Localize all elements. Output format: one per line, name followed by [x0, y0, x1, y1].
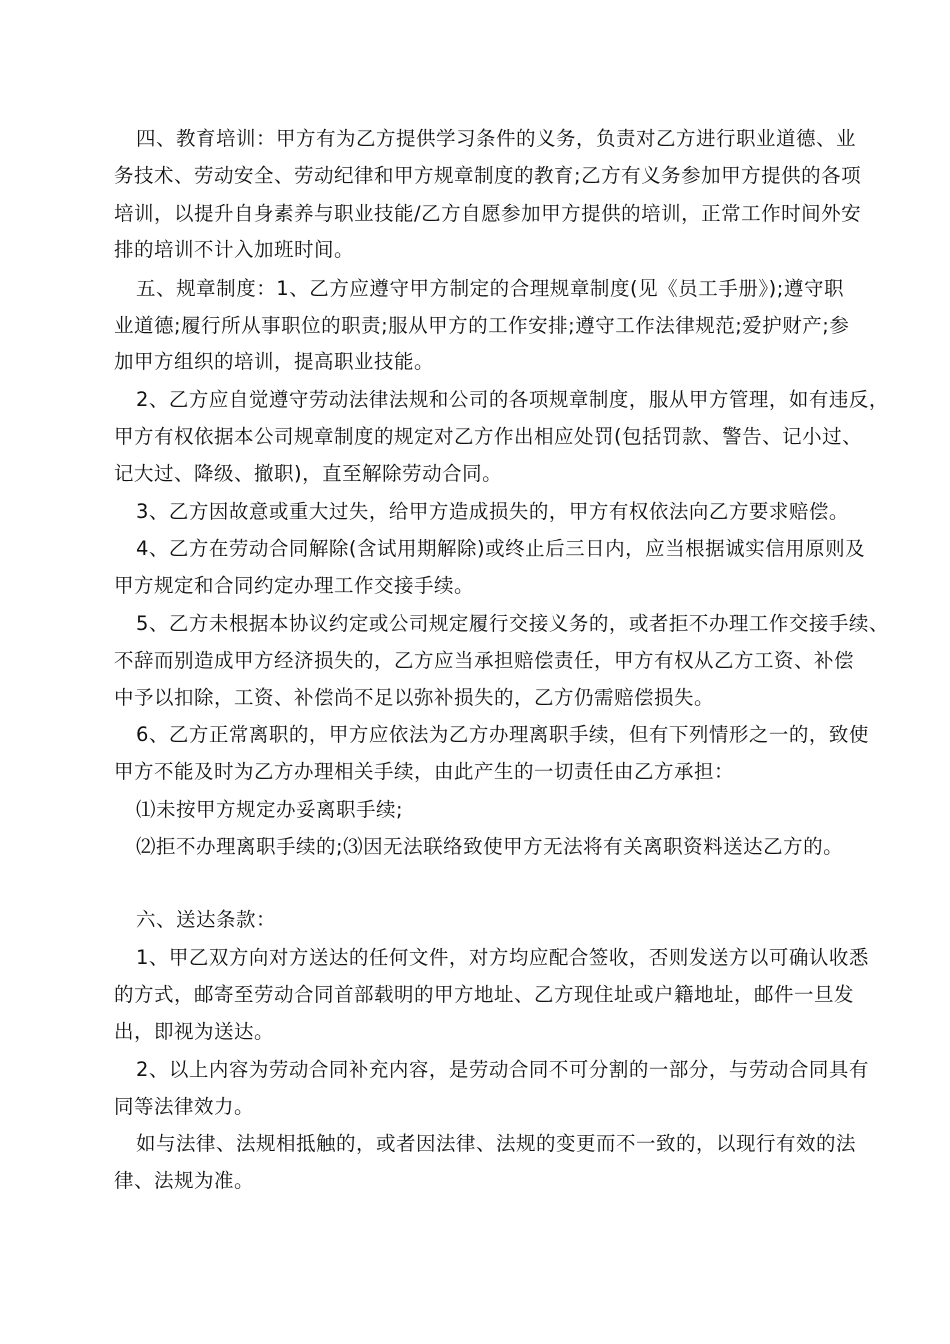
clause-5-4-line-1: 4、乙方在劳动合同解除(含试用期解除)或终止后三日内，应当根据诚实信用原则及	[136, 537, 866, 560]
clause-5-2-line-1: 2、乙方应自觉遵守劳动法律法规和公司的各项规章制度，服从甲方管理，如有违反，	[136, 388, 889, 411]
clause-5-line-1: 五、规章制度：1、乙方应遵守甲方制定的合理规章制度(见《员工手册》);遵守职	[136, 277, 844, 300]
clause-5-line-3: 加甲方组织的培训，提高职业技能。	[114, 350, 435, 373]
closing-line-2: 律、法规为准。	[114, 1169, 255, 1192]
clause-6-2-line-2: 同等法律效力。	[114, 1095, 255, 1118]
clause-4-line-3: 培训，以提升自身素养与职业技能/乙方自愿参加甲方提供的培训，正常工作时间外安	[114, 202, 862, 225]
clause-5-6-item-2: ⑵拒不办理离职手续的;⑶因无法联络致使甲方无法将有关离职资料送达乙方的。	[136, 835, 844, 858]
clause-4-line-2: 务技术、劳动安全、劳动纪律和甲方规章制度的教育;乙方有义务参加甲方提供的各项	[114, 164, 862, 187]
clause-5-6-line-2: 甲方不能及时为乙方办理相关手续，由此产生的一切责任由乙方承担：	[114, 760, 735, 783]
closing-line-1: 如与法律、法规相抵触的，或者因法律、法规的变更而不一致的，以现行有效的法	[136, 1132, 857, 1155]
clause-4-line-4: 排的培训不计入加班时间。	[114, 238, 355, 261]
section-6-heading: 六、送达条款：	[136, 908, 277, 931]
clause-5-6-line-1: 6、乙方正常离职的，甲方应依法为乙方办理离职手续，但有下列情形之一的，致使	[136, 723, 869, 746]
clause-5-2-line-2: 甲方有权依据本公司规章制度的规定对乙方作出相应处罚(包括罚款、警告、记小过、	[114, 425, 863, 448]
clause-6-1-line-3: 出，即视为送达。	[114, 1020, 275, 1043]
clause-5-3-line-1: 3、乙方因故意或重大过失，给甲方造成损失的，甲方有权依法向乙方要求赔偿。	[136, 500, 849, 523]
clause-5-5-line-1: 5、乙方未根据本协议约定或公司规定履行交接义务的，或者拒不办理工作交接手续、	[136, 612, 889, 635]
clause-6-1-line-2: 的方式，邮寄至劳动合同首部载明的甲方地址、乙方现住址或户籍地址，邮件一旦发	[114, 983, 855, 1006]
clause-5-line-2: 业道德;履行所从事职位的职责;服从甲方的工作安排;遵守工作法律规范;爱护财产;参	[114, 314, 850, 337]
clause-6-1-line-1: 1、甲乙双方向对方送达的任何文件，对方均应配合签收，否则发送方以可确认收悉	[136, 946, 869, 969]
clause-5-4-line-2: 甲方规定和合同约定办理工作交接手续。	[114, 574, 475, 597]
clause-5-5-line-2: 不辞而别造成甲方经济损失的，乙方应当承担赔偿责任，甲方有权从乙方工资、补偿	[114, 649, 855, 672]
clause-5-5-line-3: 中予以扣除，工资、补偿尚不足以弥补损失的，乙方仍需赔偿损失。	[114, 686, 715, 709]
clause-6-2-line-1: 2、以上内容为劳动合同补充内容，是劳动合同不可分割的一部分，与劳动合同具有	[136, 1058, 869, 1081]
clause-5-6-item-1: ⑴未按甲方规定办妥离职手续;	[136, 798, 404, 821]
clause-4-line-1: 四、教育培训：甲方有为乙方提供学习条件的义务，负责对乙方进行职业道德、业	[136, 127, 857, 150]
clause-5-2-line-3: 记大过、降级、撤职)，直至解除劳动合同。	[114, 462, 503, 485]
